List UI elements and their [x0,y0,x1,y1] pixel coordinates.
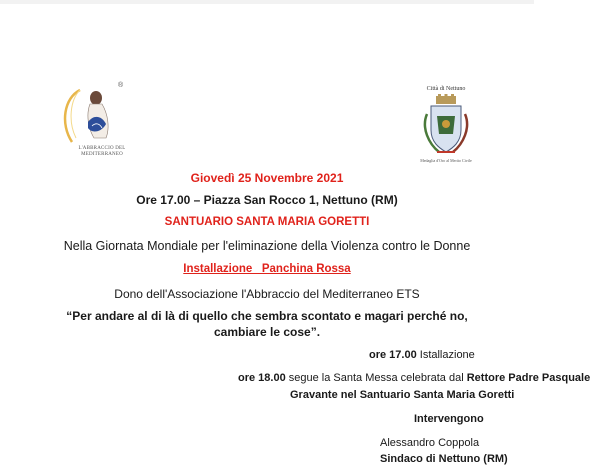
city-medal-caption: Medaglia d'Oro al Merito Civile [420,158,472,163]
schedule-1-time: ore 17.00 [369,349,417,361]
donation-line: Dono dell'Associazione l'Abbraccio del Mediterraneo ETS [114,287,420,301]
speaker-1-role: Sindaco di Nettuno (RM) [380,453,508,465]
quote-line-1: “Per andare al di là di quello che sembra scontato e magari perché no, [66,309,468,323]
installation-title: Installazione Panchina Rossa [183,263,351,275]
event-occasion: Nella Giornata Mondiale per l'eliminazione della Violenza contro le Donne [63,239,471,253]
schedule-2-text: segue la Santa Messa celebrata dal [285,372,467,384]
speaker-1-name: Alessandro Coppola [380,437,480,449]
quote-line-2: cambiare le cose”. [213,325,321,339]
schedule-1-text: Istallazione [416,349,475,361]
schedule-2 [238,372,590,384]
city-crest-logo [413,86,479,168]
abbraccio-logo [58,84,130,164]
abbraccio-caption: L'ABBRACCIO DEL MEDITERRANEO [78,146,126,157]
event-time-place: Ore 17.00 – Piazza San Rocco 1, Nettuno (RM) [136,193,398,207]
registered-mark: ® [118,82,124,89]
schedule-2-time: ore 18.00 [238,372,286,384]
schedule-2-celebrant: Rettore Padre Pasquale [466,372,590,384]
city-caption: Città di Nettuno [426,86,466,92]
event-date: Giovedì 25 Novembre 2021 [190,171,344,185]
schedule-2-line-2: Gravante nel Santuario Santa Maria Goretti [290,389,515,401]
schedule-1 [369,349,475,361]
abbraccio-emblem-icon [58,84,130,148]
nettuno-crest-icon [423,94,469,158]
top-edge [0,0,534,4]
speakers-heading: Intervengono [414,413,484,425]
event-venue: SANTUARIO SANTA MARIA GORETTI [164,216,370,228]
